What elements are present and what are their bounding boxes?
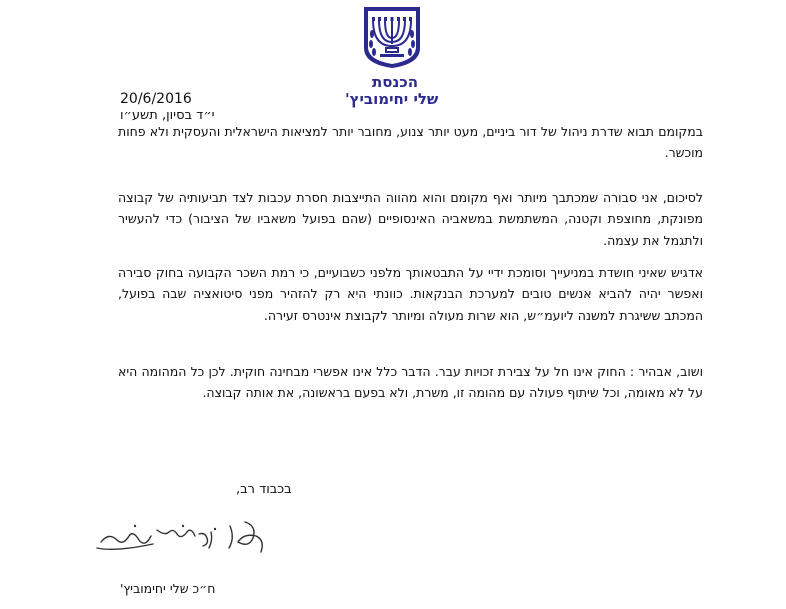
knesset-title: הכנסת [372, 73, 419, 91]
body-paragraph-1: במקומם תבוא שדרת ניהול של דור ביניים, מעט יותר צנוע, מחובר יותר למציאות הישראלית והעסקית ולא פחות מוכשר. [118, 124, 703, 161]
body-paragraph-2: לסיכום, אני סבורה שמכתבך מיותר ואף מקומם והוא מהווה התייצבות חסרת עכבות לצד תביעותיה של קבוצה מפונקת, מחוצפת וקטנה, המשתמשת במשאביה האינסופיים (שהם בפועל משאביו של הציבור) כדי להעשיר ולתגמל את עצמה. [118, 190, 703, 248]
knesset-emblem [359, 4, 425, 70]
signer-name: ח״כ שלי יחימוביץ' [120, 581, 216, 596]
gregorian-date: 20/6/2016 [120, 91, 192, 107]
body-paragraph-3: אדגיש שאיני חושדת במניעייך וסומכת ידיי על התבטאותך מלפני כשבועיים, כי רמת השכר הקבועה בחוק סבירה ואפשר יהיה להביא אנשים טובים למערכת הבנקאות. כוונתי היא רק להזהיר מפני סיטואציה שבה בפועל, המכתב ששיגרת למשנה ליועמ״ש, הוא שרות מעולה ומיותר לקבוצת אינטרס זעירה. [118, 265, 703, 323]
hebrew-date: י״ד בסיון, תשע״ו [120, 108, 215, 123]
closing-salutation: בכבוד רב, [236, 482, 292, 497]
body-paragraph-4: ושוב, אבהיר : החוק אינו חל על צבירת זכויות עבר. הדבר כלל אינו אפשרי מבחינה חוקית. לכן כל המהומה היא על לא מאומה, וכל שיתוף פעולה עם מהומה זו, משרת, ולא בפעם בראשונה, את אותה קבוצה. [118, 364, 703, 401]
handwritten-signature [95, 512, 270, 562]
member-name-header: שלי יחימוביץ' [345, 90, 439, 108]
